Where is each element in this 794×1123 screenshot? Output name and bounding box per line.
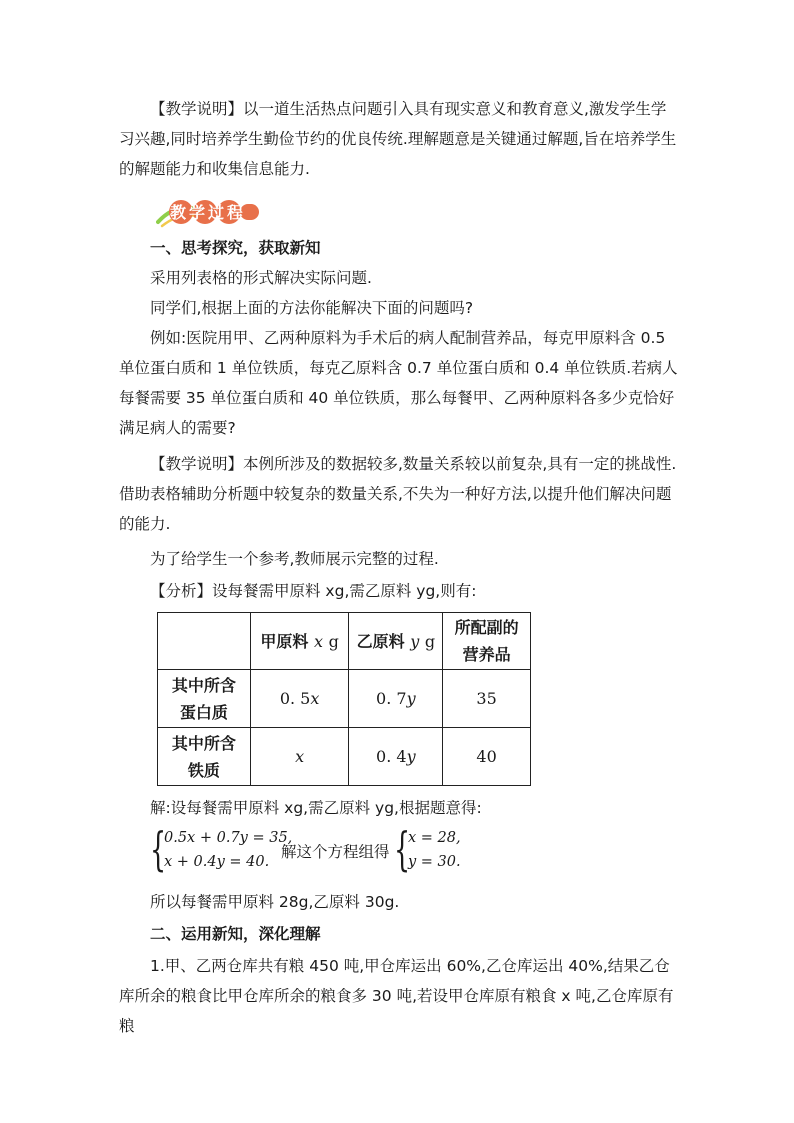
table-header-row — [158, 613, 531, 670]
right-brace: { — [394, 822, 411, 876]
paragraph-table-method: 采用列表格的形式解决实际问题. — [150, 269, 372, 287]
cell-iron-total: 40 — [443, 728, 531, 786]
teaching-process-badge — [156, 196, 260, 230]
cell-protein-a: 0. 5x — [250, 670, 349, 728]
solution-intro: 解:设每餐需甲原料 xg,需乙原料 yg,根据题意得: — [150, 799, 482, 817]
left-brace: { — [150, 822, 167, 876]
cell-protein-b: 0. 7y — [349, 670, 443, 728]
section-heading-2: 二、运用新知，深化理解 — [150, 925, 321, 943]
table-row-protein — [158, 670, 531, 728]
analysis-table — [157, 612, 531, 786]
table-row-iron — [158, 728, 531, 786]
exercise-1: 1.甲、乙两仓库共有粮 450 吨,甲仓库运出 60%,乙仓库运出 40%,结果乙仓库所余的粮食比甲仓库所余的粮食多 30 吨,若设甲仓库原有粮食 x 吨,乙仓库原有粮 — [119, 957, 674, 1035]
solution-y: y = 30. — [408, 854, 461, 870]
cell-protein-total: 35 — [443, 670, 531, 728]
table-corner-cell — [158, 613, 251, 670]
example-problem: 例如:医院用甲、乙两种原料为手术后的病人配制营养品，每克甲原料含 0.5 单位蛋白质和 1 单位铁质，每克乙原料含 0.7 单位蛋白质和 0.4 单位铁质.若病人每餐需要 35 单位蛋白质和 40 单位铁质，那么每餐甲、乙两种原料各多少克恰好满足病人的需要? — [119, 329, 678, 437]
header-nutrition: 所配副的 营养品 — [443, 613, 531, 670]
badge-graphic — [156, 196, 260, 230]
teaching-note-2: 【教学说明】本例所涉及的数据较多,数量关系较以前复杂,具有一定的挑战性.借助表格辅助分析题中较复杂的数量关系,不失为一种好方法,以提升他们解决问题的能力. — [119, 455, 677, 533]
equation-1: 0.5x + 0.7y = 35, — [164, 830, 293, 846]
equation-2: x + 0.4y = 40. — [164, 854, 270, 870]
answer-statement: 所以每餐需甲原料 28g,乙原料 30g. — [150, 893, 400, 911]
solve-text: 解这个方程组得 — [281, 843, 390, 861]
teaching-note-1: 【教学说明】以一道生活热点问题引入具有现实意义和教育意义,激发学生学习兴趣,同时培养学生勤俭节约的优良传统.理解题意是关键通过解题,旨在培养学生的解题能力和收集信息能力. — [119, 100, 677, 178]
paragraph-teacher-demo: 为了给学生一个参考,教师展示完整的过程. — [150, 550, 439, 568]
header-ingredient-a: 甲原料 x g — [250, 613, 349, 670]
solution-x: x = 28, — [408, 830, 461, 846]
analysis-intro: 【分析】设每餐需甲原料 xg,需乙原料 yg,则有: — [150, 582, 477, 600]
row-head-iron: 其中所含 铁质 — [158, 728, 251, 786]
equation-system — [150, 822, 470, 878]
paragraph-question: 同学们,根据上面的方法你能解决下面的问题吗? — [150, 299, 474, 317]
cell-iron-b: 0. 4y — [349, 728, 443, 786]
badge-label: 教学过程 — [169, 203, 247, 222]
section-heading-1: 一、思考探究，获取新知 — [150, 239, 321, 257]
header-ingredient-b: 乙原料 y g — [349, 613, 443, 670]
cell-iron-a: x — [250, 728, 349, 786]
row-head-protein: 其中所含 蛋白质 — [158, 670, 251, 728]
